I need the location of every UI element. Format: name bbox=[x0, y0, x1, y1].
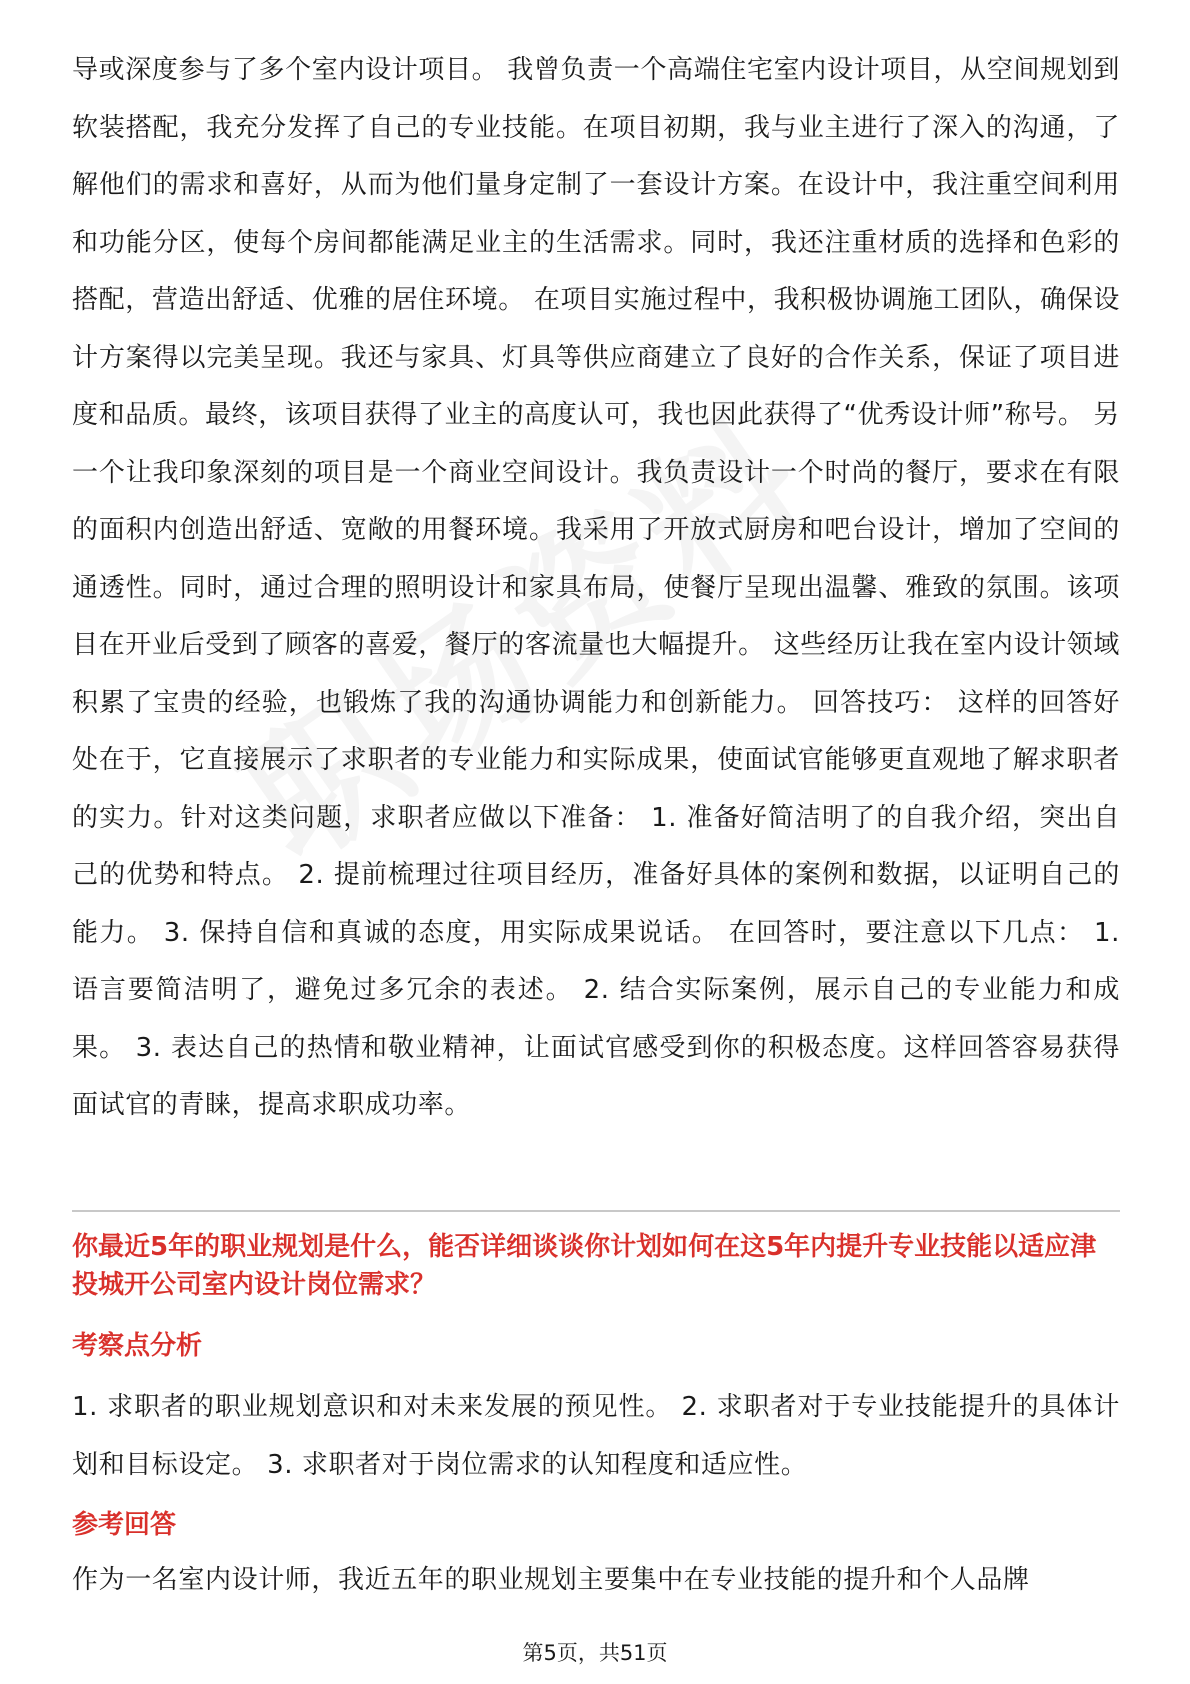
section-divider bbox=[72, 1210, 1120, 1212]
page-number-footer: 第5页，共51页 bbox=[522, 1641, 668, 1665]
continued-answer-paragraph: 导或深度参与了多个室内设计项目。 我曾负责一个高端住宅室内设计项目，从空间规划到软装搭配，我充分发挥了自己的专业技能。在项目初期，我与业主进行了深入的沟通，了解他们的需求和喜好，从而为他们量身定制了一套设计方案。在设计中，我注重空间利用和功能分区，使每个房间都能满足业主的生活需求。同时，我还注重材质的选择和色彩的搭配，营造出舒适、优雅的居住环境。 在项目实施过程中，我积极协调施工团队，确保设计方案得以完美呈现。我还与家具、灯具等供应商建立了良好的合作关系，保证了项目进度和品质。最终，该项目获得了业主的高度认可，我也因此获得了“优秀设计师”称号。 另一个让我印象深刻的项目是一个商业空间设计。我负责设计一个时尚的餐厅，要求在有限的面积内创造出舒适、宽敞的用餐环境。我采用了开放式厨房和吧台设计，增加了空间的通透性。同时，通过合理的照明设计和家具布局，使餐厅呈现出温馨、雅致的氛围。该项目在开业后受到了顾客的喜爱，餐厅的客流量也大幅提升。 这些经历让我在室内设计领域积累了宝贵的经验，也锻炼了我的沟通协调能力和创新能力。 回答技巧： 这样的回答好处在于，它直接展示了求职者的专业能力和实际成果，使面试官能够更直观地了解求职者的实力。针对这类问题，求职者应做以下准备： 1. 准备好简洁明了的自我介绍，突出自己的优势和特点。 2. 提前梳理过往项目经历，准备好具体的案例和数据，以证明自己的能力。 3. 保持自信和真诚的态度，用实际成果说话。 在回答时，要注意以下几点： 1. 语言要简洁明了，避免过多冗余的表述。 2. 结合实际案例，展示自己的专业能力和成果。 3. 表达自己的热情和敬业精神，让面试官感受到你的积极态度。这样回答容易获得面试官的青睐，提高求职成功率。 bbox=[72, 55, 1120, 1120]
reference-answer-heading: 参考回答 bbox=[72, 1510, 177, 1540]
analysis-heading: 考察点分析 bbox=[72, 1331, 203, 1361]
interview-question: 你最近5年的职业规划是什么，能否详细谈谈你计划如何在这5年内提升专业技能以适应津投城开公司室内设计岗位需求？ bbox=[72, 1232, 1097, 1300]
reference-answer-paragraph: 作为一名室内设计师，我近五年的职业规划主要集中在专业技能的提升和个人品牌 bbox=[72, 1565, 1030, 1595]
analysis-paragraph: 1. 求职者的职业规划意识和对未来发展的预见性。 2. 求职者对于专业技能提升的具体计划和目标设定。 3. 求职者对于岗位需求的认知程度和适应性。 bbox=[72, 1392, 1120, 1480]
